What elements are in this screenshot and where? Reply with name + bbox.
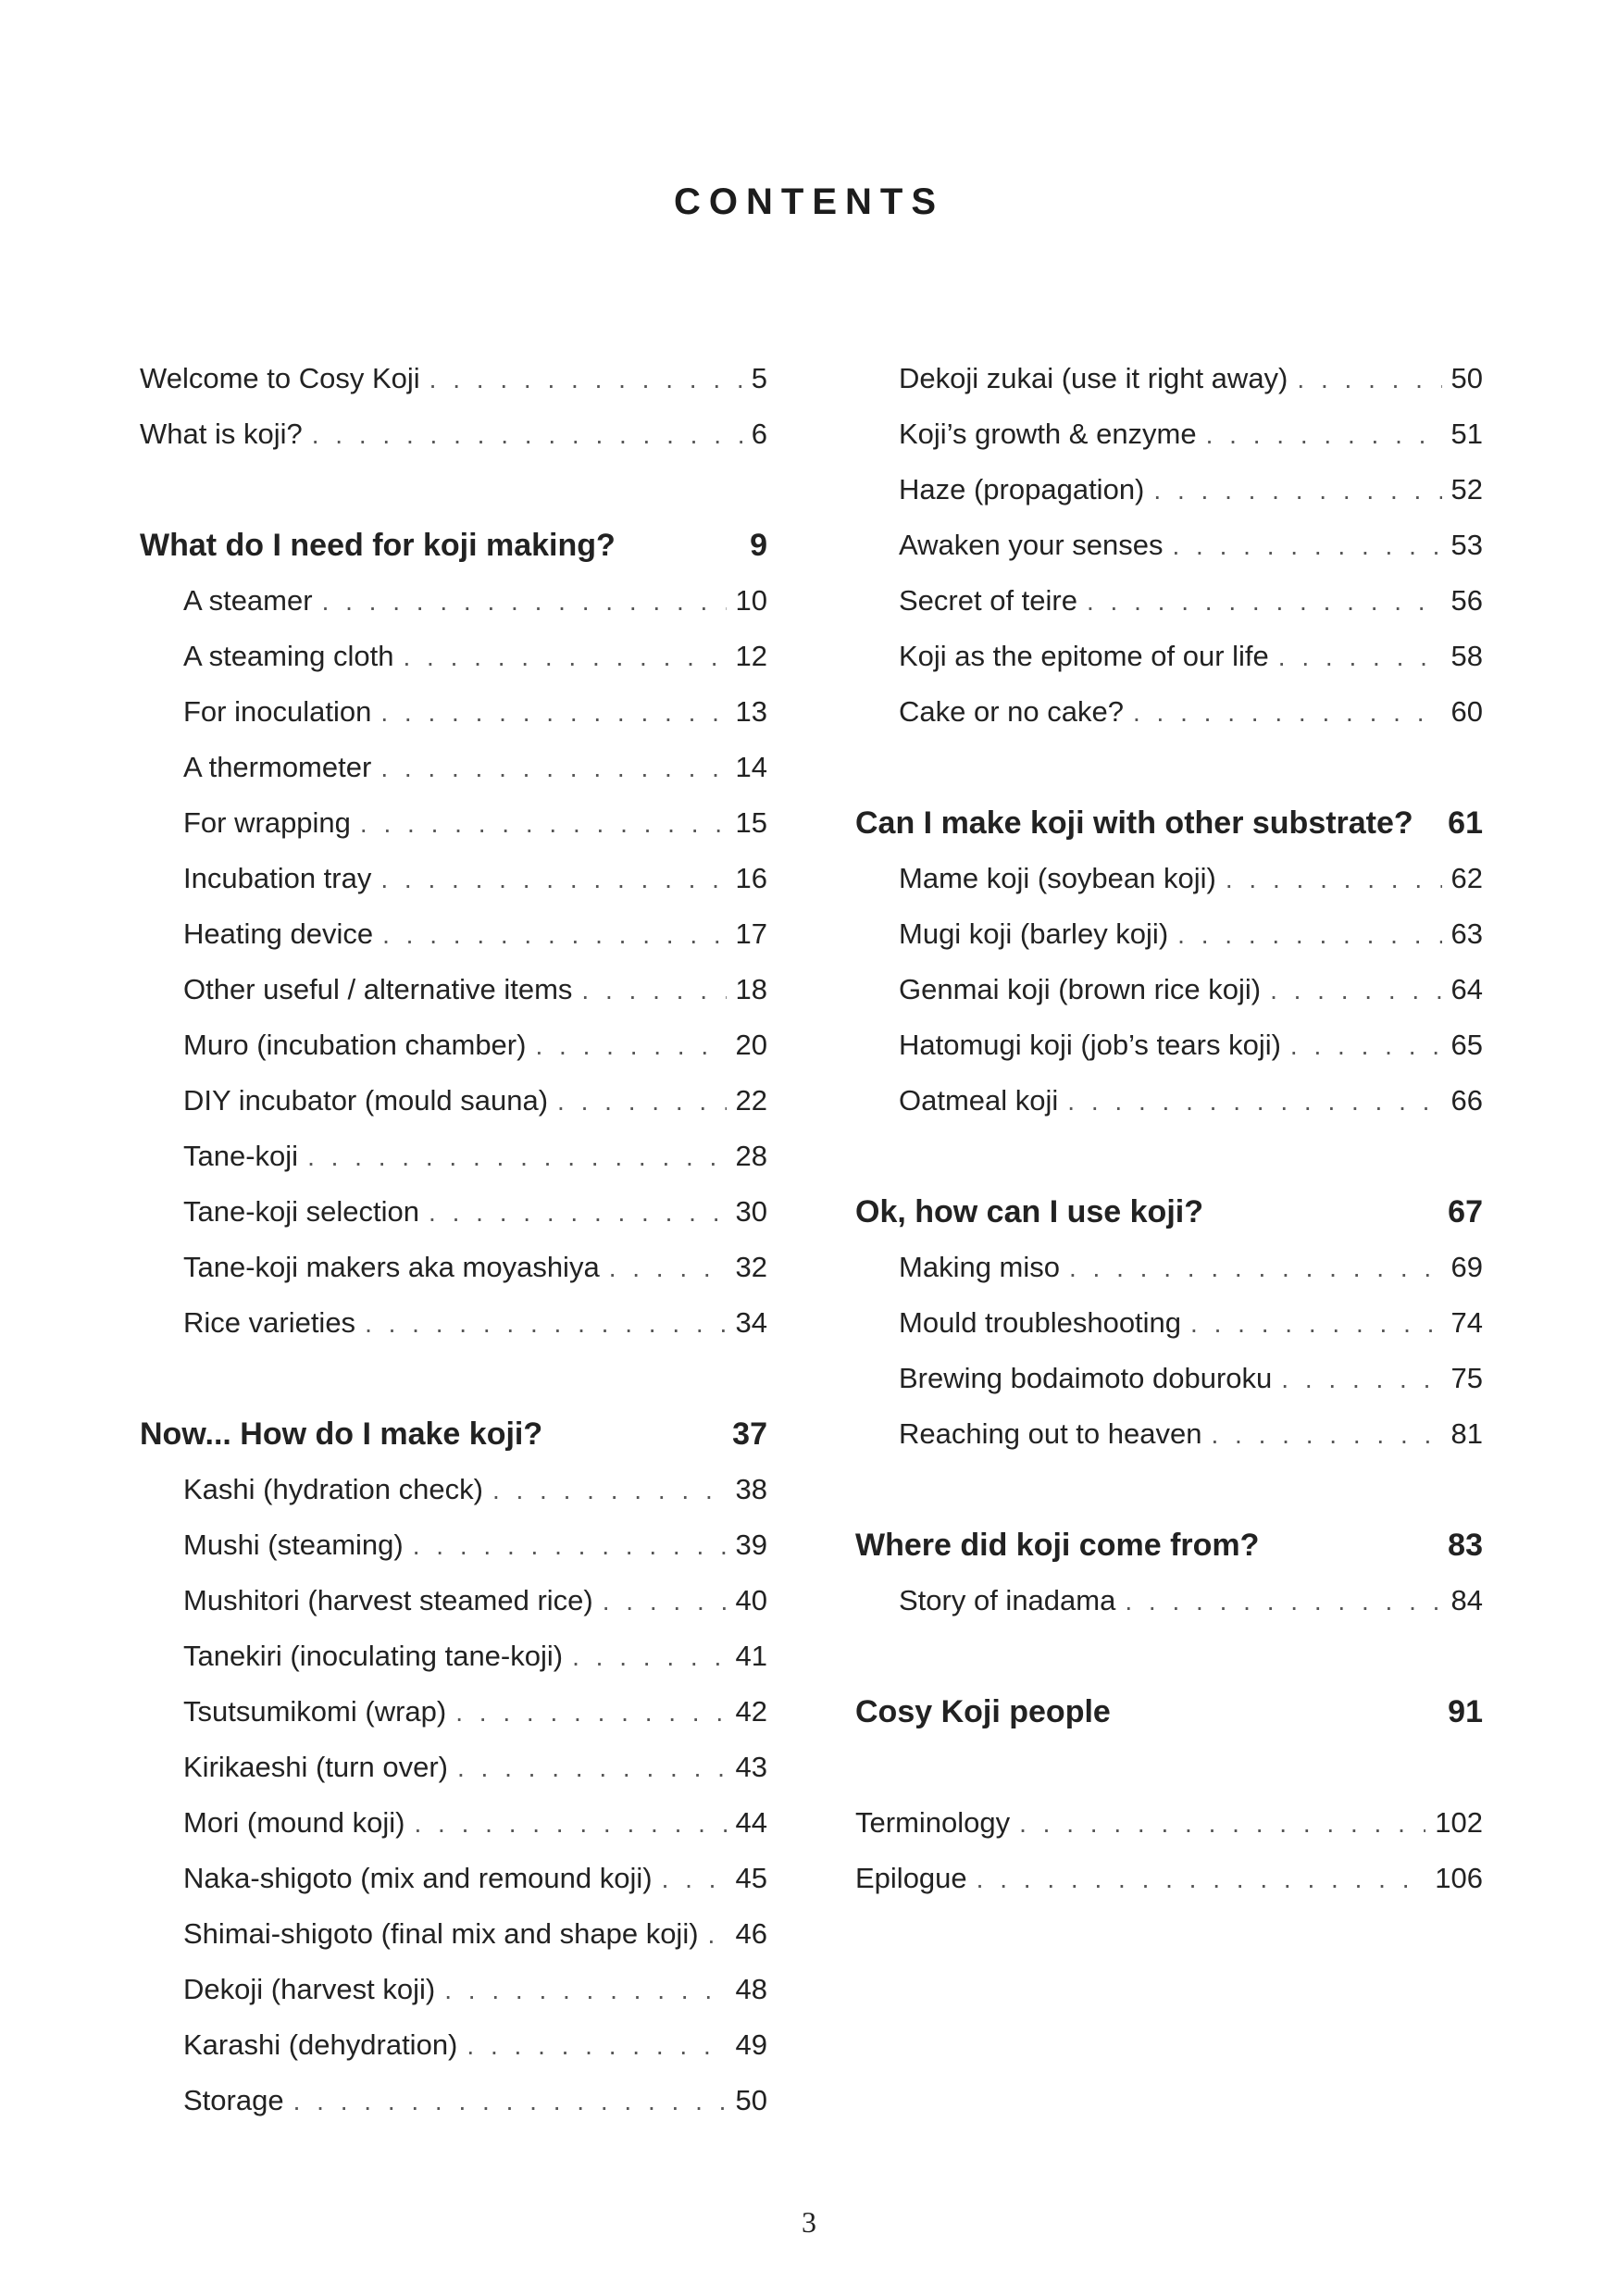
toc-dot-leader xyxy=(609,1241,727,1295)
toc-entry-label: Naka-shigoto (mix and remound koji) xyxy=(183,1851,662,1906)
toc-entry-label: Koji as the epitome of our life xyxy=(899,629,1278,684)
toc-dot-leader xyxy=(457,1741,727,1795)
toc-entry-label: Welcome to Cosy Koji xyxy=(140,351,429,406)
toc-right-column xyxy=(855,351,1483,1906)
toc-entry-tane-koji[interactable] xyxy=(140,1129,767,1184)
toc-dot-leader xyxy=(1125,1574,1441,1628)
toc-heading-now-how-do-i-make-koji[interactable] xyxy=(140,1406,767,1462)
toc-page-number: 67 xyxy=(1438,1184,1483,1240)
toc-entry-label: Mugi koji (barley koji) xyxy=(899,906,1177,962)
toc-dot-leader xyxy=(1297,352,1441,406)
toc-dot-leader xyxy=(535,1018,726,1073)
toc-entry-a-steamer[interactable] xyxy=(140,573,767,629)
toc-entry-awaken-your-senses[interactable] xyxy=(855,518,1483,573)
toc-dot-leader xyxy=(1190,1296,1441,1351)
toc-page-number: 49 xyxy=(727,2017,767,2073)
toc-entry-label: What is koji? xyxy=(140,406,312,462)
toc-entry-diy-incubator-mould-sauna[interactable] xyxy=(140,1073,767,1129)
toc-entry-reaching-out-to-heaven[interactable] xyxy=(855,1406,1483,1462)
toc-entry-label: Haze (propagation) xyxy=(899,462,1153,518)
toc-page-number: 32 xyxy=(727,1240,767,1295)
toc-page-number: 17 xyxy=(727,906,767,962)
toc-entry-label: Story of inadama xyxy=(899,1573,1125,1628)
toc-entry-label: Rice varieties xyxy=(183,1295,365,1351)
toc-entry-making-miso[interactable] xyxy=(855,1240,1483,1295)
toc-dot-leader xyxy=(1087,574,1442,629)
toc-entry-heating-device[interactable] xyxy=(140,906,767,962)
toc-left-column xyxy=(140,351,767,2128)
toc-entry-label: Mushitori (harvest steamed rice) xyxy=(183,1573,603,1628)
toc-dot-leader xyxy=(1067,1074,1441,1129)
toc-entry-tsutsumikomi-wrap[interactable] xyxy=(140,1684,767,1740)
toc-entry-story-of-inadama[interactable] xyxy=(855,1573,1483,1628)
toc-entry-label: Other useful / alternative items xyxy=(183,962,581,1017)
toc-entry-label: Can I make koji with other substrate? xyxy=(855,795,1423,851)
toc-dot-leader xyxy=(557,1074,726,1129)
toc-entry-label: Mould troubleshooting xyxy=(899,1295,1190,1351)
toc-page-number: 56 xyxy=(1442,573,1483,629)
toc-dot-leader xyxy=(322,574,727,629)
toc-entry-genmai-koji-brown-rice-koji[interactable] xyxy=(855,962,1483,1017)
toc-page-number: 52 xyxy=(1442,462,1483,518)
toc-dot-leader xyxy=(1206,407,1442,462)
toc-entry-welcome-to-cosy-koji[interactable] xyxy=(140,351,767,406)
toc-page-number: 42 xyxy=(727,1684,767,1740)
toc-dot-leader xyxy=(360,796,727,851)
toc-dot-leader xyxy=(1172,518,1441,573)
toc-page-number: 9 xyxy=(741,518,767,573)
toc-page-number: 22 xyxy=(727,1073,767,1129)
toc-dot-leader xyxy=(414,1796,726,1851)
toc-page-number: 46 xyxy=(727,1906,767,1962)
toc-page-number: 64 xyxy=(1442,962,1483,1017)
toc-page-number: 12 xyxy=(727,629,767,684)
toc-page-number: 61 xyxy=(1438,795,1483,851)
toc-page-number: 40 xyxy=(727,1573,767,1628)
toc-page-number: 65 xyxy=(1442,1017,1483,1073)
toc-page-number: 30 xyxy=(727,1184,767,1240)
section-gap xyxy=(855,1628,1483,1684)
toc-entry-label: Brewing bodaimoto doburoku xyxy=(899,1351,1281,1406)
toc-dot-leader xyxy=(708,1907,727,1962)
toc-dot-leader xyxy=(429,352,742,406)
toc-entry-label: Hatomugi koji (job’s tears koji) xyxy=(899,1017,1290,1073)
toc-entry-oatmeal-koji[interactable] xyxy=(855,1073,1483,1129)
toc-entry-label: Tanekiri (inoculating tane-koji) xyxy=(183,1628,572,1684)
toc-page-number: 91 xyxy=(1438,1684,1483,1740)
toc-page-number: 74 xyxy=(1442,1295,1483,1351)
toc-page-number: 81 xyxy=(1442,1406,1483,1462)
toc-page-number: 48 xyxy=(727,1962,767,2017)
toc-entry-label: Dekoji (harvest koji) xyxy=(183,1962,444,2017)
toc-entry-label: What do I need for koji making? xyxy=(140,518,625,573)
toc-dot-leader xyxy=(1281,1352,1441,1406)
toc-page-number: 10 xyxy=(727,573,767,629)
toc-page-number: 6 xyxy=(742,406,767,462)
toc-entry-shimai-shigoto-final-mix-and-shape-koji[interactable] xyxy=(140,1906,767,1962)
toc-entry-storage[interactable] xyxy=(140,2073,767,2128)
toc-dot-leader xyxy=(1290,1018,1442,1073)
toc-entry-label: Cosy Koji people xyxy=(855,1684,1120,1740)
toc-entry-brewing-bodaimoto-doburoku[interactable] xyxy=(855,1351,1483,1406)
toc-dot-leader xyxy=(444,1963,726,2017)
toc-page-number: 84 xyxy=(1442,1573,1483,1628)
toc-page-number: 38 xyxy=(727,1462,767,1517)
toc-dot-leader xyxy=(492,1463,727,1517)
toc-page-number: 20 xyxy=(727,1017,767,1073)
toc-dot-leader xyxy=(977,1852,1426,1906)
toc-entry-tane-koji-makers-aka-moyashiya[interactable] xyxy=(140,1240,767,1295)
toc-entry-label: A steamer xyxy=(183,573,322,629)
toc-entry-mugi-koji-barley-koji[interactable] xyxy=(855,906,1483,962)
toc-dot-leader xyxy=(429,1185,726,1240)
toc-dot-leader xyxy=(662,1852,727,1906)
toc-page-number: 15 xyxy=(727,795,767,851)
section-gap xyxy=(855,1740,1483,1795)
toc-page-number: 18 xyxy=(727,962,767,1017)
toc-dot-leader xyxy=(572,1629,726,1684)
toc-entry-terminology[interactable] xyxy=(855,1795,1483,1851)
section-gap xyxy=(855,740,1483,795)
toc-entry-label: Terminology xyxy=(855,1795,1019,1851)
toc-entry-label: For inoculation xyxy=(183,684,380,740)
page-title: CONTENTS xyxy=(674,181,944,222)
toc-dot-leader xyxy=(312,407,742,462)
toc-dot-leader xyxy=(403,630,726,684)
toc-entry-mould-troubleshooting[interactable] xyxy=(855,1295,1483,1351)
toc-entry-for-wrapping[interactable] xyxy=(140,795,767,851)
toc-dot-leader xyxy=(1211,1407,1441,1462)
toc-entry-label: Storage xyxy=(183,2073,293,2128)
toc-dot-leader xyxy=(1270,963,1441,1017)
toc-entry-incubation-tray[interactable] xyxy=(140,851,767,906)
toc-entry-label: Heating device xyxy=(183,906,382,962)
toc-heading-where-did-koji-come-from[interactable] xyxy=(855,1517,1483,1573)
toc-page-number: 44 xyxy=(727,1795,767,1851)
toc-entry-label: Cake or no cake? xyxy=(899,684,1133,740)
toc-dot-leader xyxy=(455,1685,726,1740)
toc-dot-leader xyxy=(293,2074,727,2128)
toc-entry-label: Shimai-shigoto (final mix and shape koji) xyxy=(183,1906,708,1962)
toc-entry-koji-as-the-epitome-of-our-life[interactable] xyxy=(855,629,1483,684)
toc-dot-leader xyxy=(380,685,726,740)
toc-page-number: 63 xyxy=(1442,906,1483,962)
toc-entry-label: DIY incubator (mould sauna) xyxy=(183,1073,557,1129)
toc-page-number: 60 xyxy=(1442,684,1483,740)
toc-entry-label: Making miso xyxy=(899,1240,1069,1295)
toc-dot-leader xyxy=(413,1518,727,1573)
toc-entry-label: Muro (incubation chamber) xyxy=(183,1017,535,1073)
toc-entry-koji-s-growth-enzyme[interactable] xyxy=(855,406,1483,462)
toc-entry-label: Tsutsumikomi (wrap) xyxy=(183,1684,455,1740)
toc-entry-hatomugi-koji-job-s-tears-koji[interactable] xyxy=(855,1017,1483,1073)
toc-page-number: 28 xyxy=(727,1129,767,1184)
toc-entry-label: Dekoji zukai (use it right away) xyxy=(899,351,1297,406)
toc-page-number: 106 xyxy=(1425,1851,1483,1906)
toc-entry-label: Koji’s growth & enzyme xyxy=(899,406,1206,462)
toc-dot-leader xyxy=(1177,907,1441,962)
toc-heading-cosy-koji-people[interactable] xyxy=(855,1684,1483,1740)
toc-entry-label: Tane-koji xyxy=(183,1129,307,1184)
toc-entry-label: Oatmeal koji xyxy=(899,1073,1067,1129)
toc-dot-leader xyxy=(1278,630,1442,684)
toc-entry-tane-koji-selection[interactable] xyxy=(140,1184,767,1240)
toc-entry-karashi-dehydration[interactable] xyxy=(140,2017,767,2073)
toc-dot-leader xyxy=(1069,1241,1442,1295)
toc-page-number: 50 xyxy=(727,2073,767,2128)
toc-page-number: 62 xyxy=(1442,851,1483,906)
toc-entry-label: Mame koji (soybean koji) xyxy=(899,851,1226,906)
section-gap xyxy=(855,1129,1483,1184)
toc-page-number: 14 xyxy=(727,740,767,795)
toc-dot-leader xyxy=(380,852,726,906)
toc-entry-label: Kirikaeshi (turn over) xyxy=(183,1740,457,1795)
toc-entry-mushitori-harvest-steamed-rice[interactable] xyxy=(140,1573,767,1628)
page-number: 3 xyxy=(802,2205,816,2239)
toc-entry-label: Where did koji come from? xyxy=(855,1517,1268,1573)
toc-heading-what-do-i-need-for-koji-making[interactable] xyxy=(140,518,767,573)
toc-page-number: 83 xyxy=(1438,1517,1483,1573)
toc-dot-leader xyxy=(382,907,726,962)
toc-page-number: 75 xyxy=(1442,1351,1483,1406)
toc-entry-a-steaming-cloth[interactable] xyxy=(140,629,767,684)
toc-entry-dekoji-harvest-koji[interactable] xyxy=(140,1962,767,2017)
toc-entry-haze-propagation[interactable] xyxy=(855,462,1483,518)
toc-entry-label: Kashi (hydration check) xyxy=(183,1462,492,1517)
toc-page-number: 53 xyxy=(1442,518,1483,573)
toc-entry-label: Awaken your senses xyxy=(899,518,1172,573)
toc-entry-label: Reaching out to heaven xyxy=(899,1406,1211,1462)
toc-dot-leader xyxy=(1226,852,1442,906)
toc-page-number: 13 xyxy=(727,684,767,740)
toc-dot-leader xyxy=(581,963,726,1017)
toc-heading-ok-how-can-i-use-koji[interactable] xyxy=(855,1184,1483,1240)
toc-entry-kashi-hydration-check[interactable] xyxy=(140,1462,767,1517)
toc-entry-for-inoculation[interactable] xyxy=(140,684,767,740)
toc-entry-rice-varieties[interactable] xyxy=(140,1295,767,1351)
toc-entry-label: Tane-koji makers aka moyashiya xyxy=(183,1240,609,1295)
toc-entry-epilogue[interactable] xyxy=(855,1851,1483,1906)
section-gap xyxy=(140,462,767,518)
toc-dot-leader xyxy=(307,1129,726,1184)
section-gap xyxy=(855,1462,1483,1517)
toc-entry-label: Mushi (steaming) xyxy=(183,1517,413,1573)
toc-entry-label: A steaming cloth xyxy=(183,629,403,684)
toc-page-number: 58 xyxy=(1442,629,1483,684)
toc-dot-leader xyxy=(365,1296,726,1351)
toc-entry-label: Tane-koji selection xyxy=(183,1184,429,1240)
toc-dot-leader xyxy=(467,2018,726,2073)
toc-entry-label: For wrapping xyxy=(183,795,360,851)
toc-entry-label: A thermometer xyxy=(183,740,380,795)
toc-page-number: 34 xyxy=(727,1295,767,1351)
toc-entry-what-is-koji[interactable] xyxy=(140,406,767,462)
toc-entry-label: Genmai koji (brown rice koji) xyxy=(899,962,1270,1017)
toc-dot-leader xyxy=(603,1574,727,1628)
toc-entry-secret-of-teire[interactable] xyxy=(855,573,1483,629)
toc-heading-can-i-make-koji-with-other-substrate[interactable] xyxy=(855,795,1483,851)
toc-page-number: 102 xyxy=(1425,1795,1483,1851)
toc-entry-label: Karashi (dehydration) xyxy=(183,2017,467,2073)
toc-entry-naka-shigoto-mix-and-remound-koji[interactable] xyxy=(140,1851,767,1906)
toc-entry-tanekiri-inoculating-tane-koji[interactable] xyxy=(140,1628,767,1684)
toc-page-number: 16 xyxy=(727,851,767,906)
toc-entry-other-useful-alternative-items[interactable] xyxy=(140,962,767,1017)
toc-page-number: 37 xyxy=(723,1406,767,1462)
toc-dot-leader xyxy=(1019,1796,1425,1851)
toc-entry-label: Incubation tray xyxy=(183,851,380,906)
toc-entry-label: Mori (mound koji) xyxy=(183,1795,414,1851)
toc-entry-dekoji-zukai-use-it-right-away[interactable] xyxy=(855,351,1483,406)
toc-entry-mame-koji-soybean-koji[interactable] xyxy=(855,851,1483,906)
toc-entry-kirikaeshi-turn-over[interactable] xyxy=(140,1740,767,1795)
toc-entry-label: Secret of teire xyxy=(899,573,1087,629)
toc-entry-mori-mound-koji[interactable] xyxy=(140,1795,767,1851)
toc-entry-mushi-steaming[interactable] xyxy=(140,1517,767,1573)
toc-page-number: 50 xyxy=(1442,351,1483,406)
toc-page-number: 66 xyxy=(1442,1073,1483,1129)
toc-dot-leader xyxy=(1153,463,1441,518)
toc-dot-leader xyxy=(380,741,726,795)
toc-page-number: 41 xyxy=(727,1628,767,1684)
section-gap xyxy=(140,1351,767,1406)
toc-page-number: 43 xyxy=(727,1740,767,1795)
toc-page-number: 45 xyxy=(727,1851,767,1906)
toc-page-number: 51 xyxy=(1442,406,1483,462)
toc-page-number: 5 xyxy=(742,351,767,406)
toc-dot-leader xyxy=(1133,685,1442,740)
toc-entry-cake-or-no-cake[interactable] xyxy=(855,684,1483,740)
toc-entry-label: Now... How do I make koji? xyxy=(140,1406,552,1462)
toc-page-number: 69 xyxy=(1442,1240,1483,1295)
toc-entry-label: Epilogue xyxy=(855,1851,977,1906)
toc-entry-muro-incubation-chamber[interactable] xyxy=(140,1017,767,1073)
toc-entry-label: Ok, how can I use koji? xyxy=(855,1184,1213,1240)
toc-entry-a-thermometer[interactable] xyxy=(140,740,767,795)
toc-page-number: 39 xyxy=(727,1517,767,1573)
